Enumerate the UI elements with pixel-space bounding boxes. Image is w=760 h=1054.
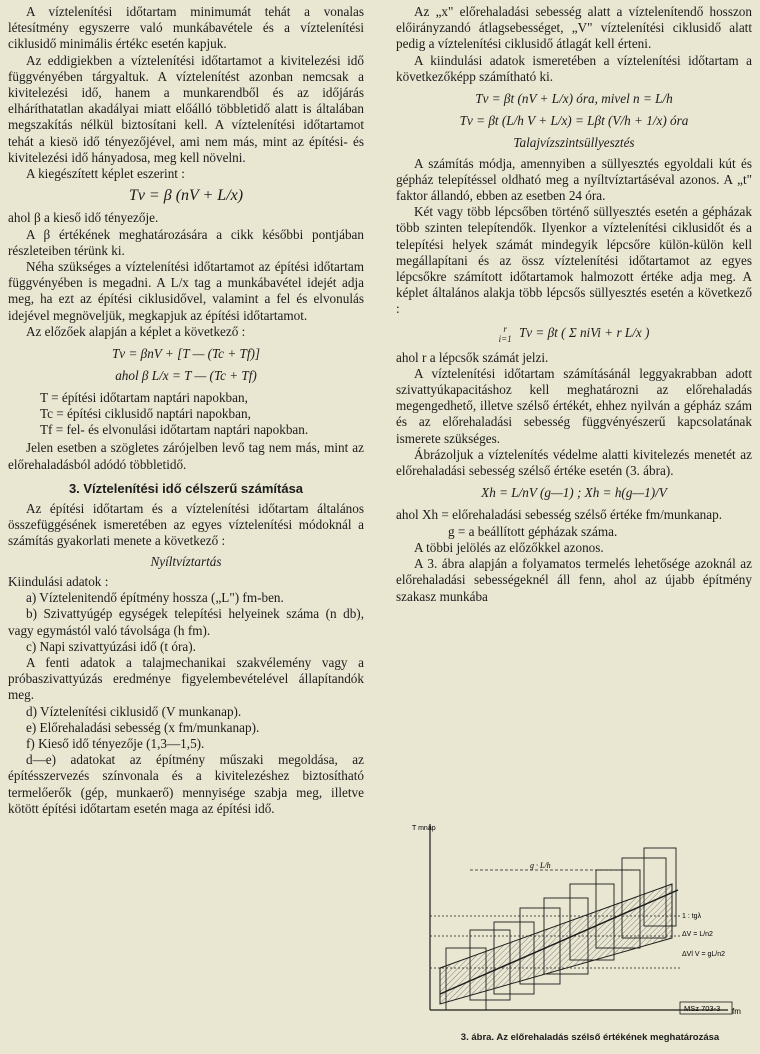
paragraph: A kiegészített képlet eszerint : (26, 166, 185, 182)
left-column (8, 4, 364, 817)
list-item: b) Szivattyúgép egységek telepítési helyeinek száma (n db), vagy egymástól való távolsága (h fm). (8, 606, 364, 638)
paragraph: A 3. ábra alapján a folyamatos termelés lehetősége azoknál az előrehaladási sebességeknél áll fenn, ahol az újabb építmény szakasz munkába (396, 556, 752, 604)
paragraph: A fenti adatok a talajmechanikai szakvélemény vagy a próbaszivattyúzás eredménye figyelembevételével állapítandók meg. (8, 654, 364, 703)
paragraph: A víztelenítési időtartam minimumát tehát a vonalas létesítmény egyszerre való munkábavétele és a víztelenítési ciklusidő minimális értékc esetén kapjuk. (8, 4, 364, 52)
sum-bottom: i=1 (498, 333, 512, 344)
paragraph: ahol Xh = előrehaladási sebesség szélső értéke fm/munkanap. (396, 507, 723, 523)
g-span-label: g · L/h (530, 861, 551, 870)
paragraph: A számítás módja, amennyiben a süllyesztés egyoldali kút és gépház telepítéssel oldható meg a nyíltvíztartáséval azonos. A „t" faktor állandó, ebben az esetben 24 óra. (396, 155, 752, 204)
list-item: c) Napi szivattyúzási idő (t óra). (26, 638, 196, 654)
subheading: Nyíltvíztartás (150, 553, 222, 569)
definition: Tc = építési ciklusidő naptári napokban, (40, 406, 251, 422)
y-axis-label: T mnap (412, 825, 436, 832)
definition: T = építési időtartam naptári napokban, (40, 390, 248, 406)
formula: Tv = βnV + [T — (Tc + Tf)] (111, 346, 261, 362)
list-item: a) Víztelenitendő építmény hossza („L") fm-ben. (26, 590, 284, 606)
formula-text: Tv = βt ( Σ niVi + r L/x ) (518, 324, 650, 340)
paragraph: Jelen esetben a szögletes zárójelben levő tag nem más, mint az előrehaladásból adódó többletidő. (8, 440, 364, 472)
paragraph: Az előzőek alapján a képlet a következő : (26, 323, 246, 339)
paragraph: A β értékének meghatározására a cikk későbbi pontjában részleteiben térünk ki. (8, 226, 364, 258)
paragraph: A többi jelölés az előzőkkel azonos. (414, 539, 604, 555)
paragraph: A kiindulási adatok ismeretében a víztelenítési időtartam a következőképp számítható ki. (396, 52, 752, 84)
paragraph: Néha szükséges a víztelenítési időtartamot az építési időtartam függvényében is megadni. A L/x tag a munkábavétel idejét adja meg, ha ezt az építési ciklusidővel, valamint a fel és elvonulás idejével megnöveljük, megkapjuk az építési időtartamot. (8, 259, 364, 323)
definition-list (40, 390, 364, 438)
subheading: Talajvízszintsüllyesztés (513, 135, 635, 151)
paragraph: Az „x" előrehaladási sebesség alatt a víztelenítendő hosszon előirányzandó átlagsebességet, „V" víztelenítési ciklusidő alatt pedig a víztelenítési ciklusidő átlagát kell érteni. (396, 4, 752, 52)
right-column (396, 4, 752, 605)
list-item: d) Víztelenítési ciklusidő (V munkanap). (26, 703, 242, 719)
formula: Xh = L/nV (g—1) ; Xh = h(g—1)/V (481, 485, 667, 501)
definition: Tf = fel- és elvonulási időtartam naptári napokban. (40, 422, 309, 438)
paragraph: Ábrázoljuk a víztelenítés védelme alatti kivitelezés menetét az előrehaladási sebesség szélső értéke esetén (3. ábra). (396, 446, 752, 479)
formula: ahol β L/x = T — (Tc + Tf) (115, 368, 257, 384)
list-item: f) Kieső idő tényezője (1,3—1,5). (26, 735, 205, 751)
x-axis-label: fm (732, 1007, 741, 1016)
paragraph: Kiindulási adatok : (8, 573, 109, 589)
legend-1: 1 : tgλ (682, 913, 702, 920)
figure-3-diagram (410, 818, 746, 1030)
figure-caption: 3. ábra. Az előrehaladás szélső értékének meghatározása (460, 1032, 720, 1043)
paragraph: d—e) adatokat az építmény műszaki megoldása, az építésszervezés színvonala és a kivitelezéshez biztosítható termelőerők (gép, munkaerő) mennyisége szabja meg, illetve kötött építési időtartam esetén maga az építési idő. (8, 752, 364, 816)
paragraph: Az eddigiekben a víztelenítési időtartamot a kivitelezési idő függvényében tárgyaltuk. A víztelenítést azonban nemcsak a kivitelezési idő, hanem a munkarendből és az időjárás elháríthatatlan akadályai miatt előálló többletidő alatt is általában megszakítás nélkül biztosítani kell. A víztelenítési időtartamot tehát a kiesö idő tényezőjével, ami nem más, mint az építési- és kivitelezési idő hányadosa, meg kell növelni. (8, 52, 364, 165)
list-item: e) Előrehaladási sebesség (x fm/munkanap). (26, 719, 260, 735)
formula: Tv = βt (L/h V + L/x) = Lβt (V/h + 1/x) óra (459, 113, 689, 129)
paragraph: g = a beállított gépházak száma. (448, 523, 618, 539)
paragraph: Két vagy több lépcsőben történő süllyesztés esetén a gépházak több szinten telepítendők. Ilyenkor a víztelenítési ciklusidőt és a telepítési helyek számát mindegyik lépcsőre külön-külön kell megállapítani és az össz víztelenítési időtartamot az egyes lépcsőkre számított időtartamok halmozott értéke adja meg. A képlet általános alakja több lépcsős süllyesztés esetén a következő : (396, 204, 752, 317)
formula: Tv = βt (nV + L/x) óra, mivel n = L/h (475, 91, 673, 107)
paragraph: ahol r a lépcsők számát jelzi. (396, 349, 549, 365)
formula: Tv = β (nV + L/x) (128, 187, 244, 205)
formula (396, 324, 752, 344)
legend-2: ΔV = L/n2 (682, 931, 713, 938)
section-heading: 3. Víztelenítési idő célszerű számítása (68, 480, 304, 496)
sum-top: r (503, 323, 507, 334)
paragraph: A víztelenítési időtartam számításánál leggyakrabban adott szivattyúkapacitáshoz kell meghatározni az előrehaladás megengedhető, illetve szélső értékét, ehhez nyilván a gépház szám és az előrehaladási sebesség függvényészerű kapcsolatának ismerete szükséges. (396, 365, 752, 446)
figure-code: MSz 703-3 (684, 1004, 721, 1013)
legend-3: ΔVl V = gL/n2 (682, 951, 726, 958)
paragraph: ahol β a kieső idő tényezője. (8, 210, 159, 226)
paragraph: Az építési időtartam és a víztelenítési időtartam általános összefüggésének ismeretében az egyes víztelenítési módoknál a számítás gyakorlati menete a következő : (8, 501, 364, 549)
